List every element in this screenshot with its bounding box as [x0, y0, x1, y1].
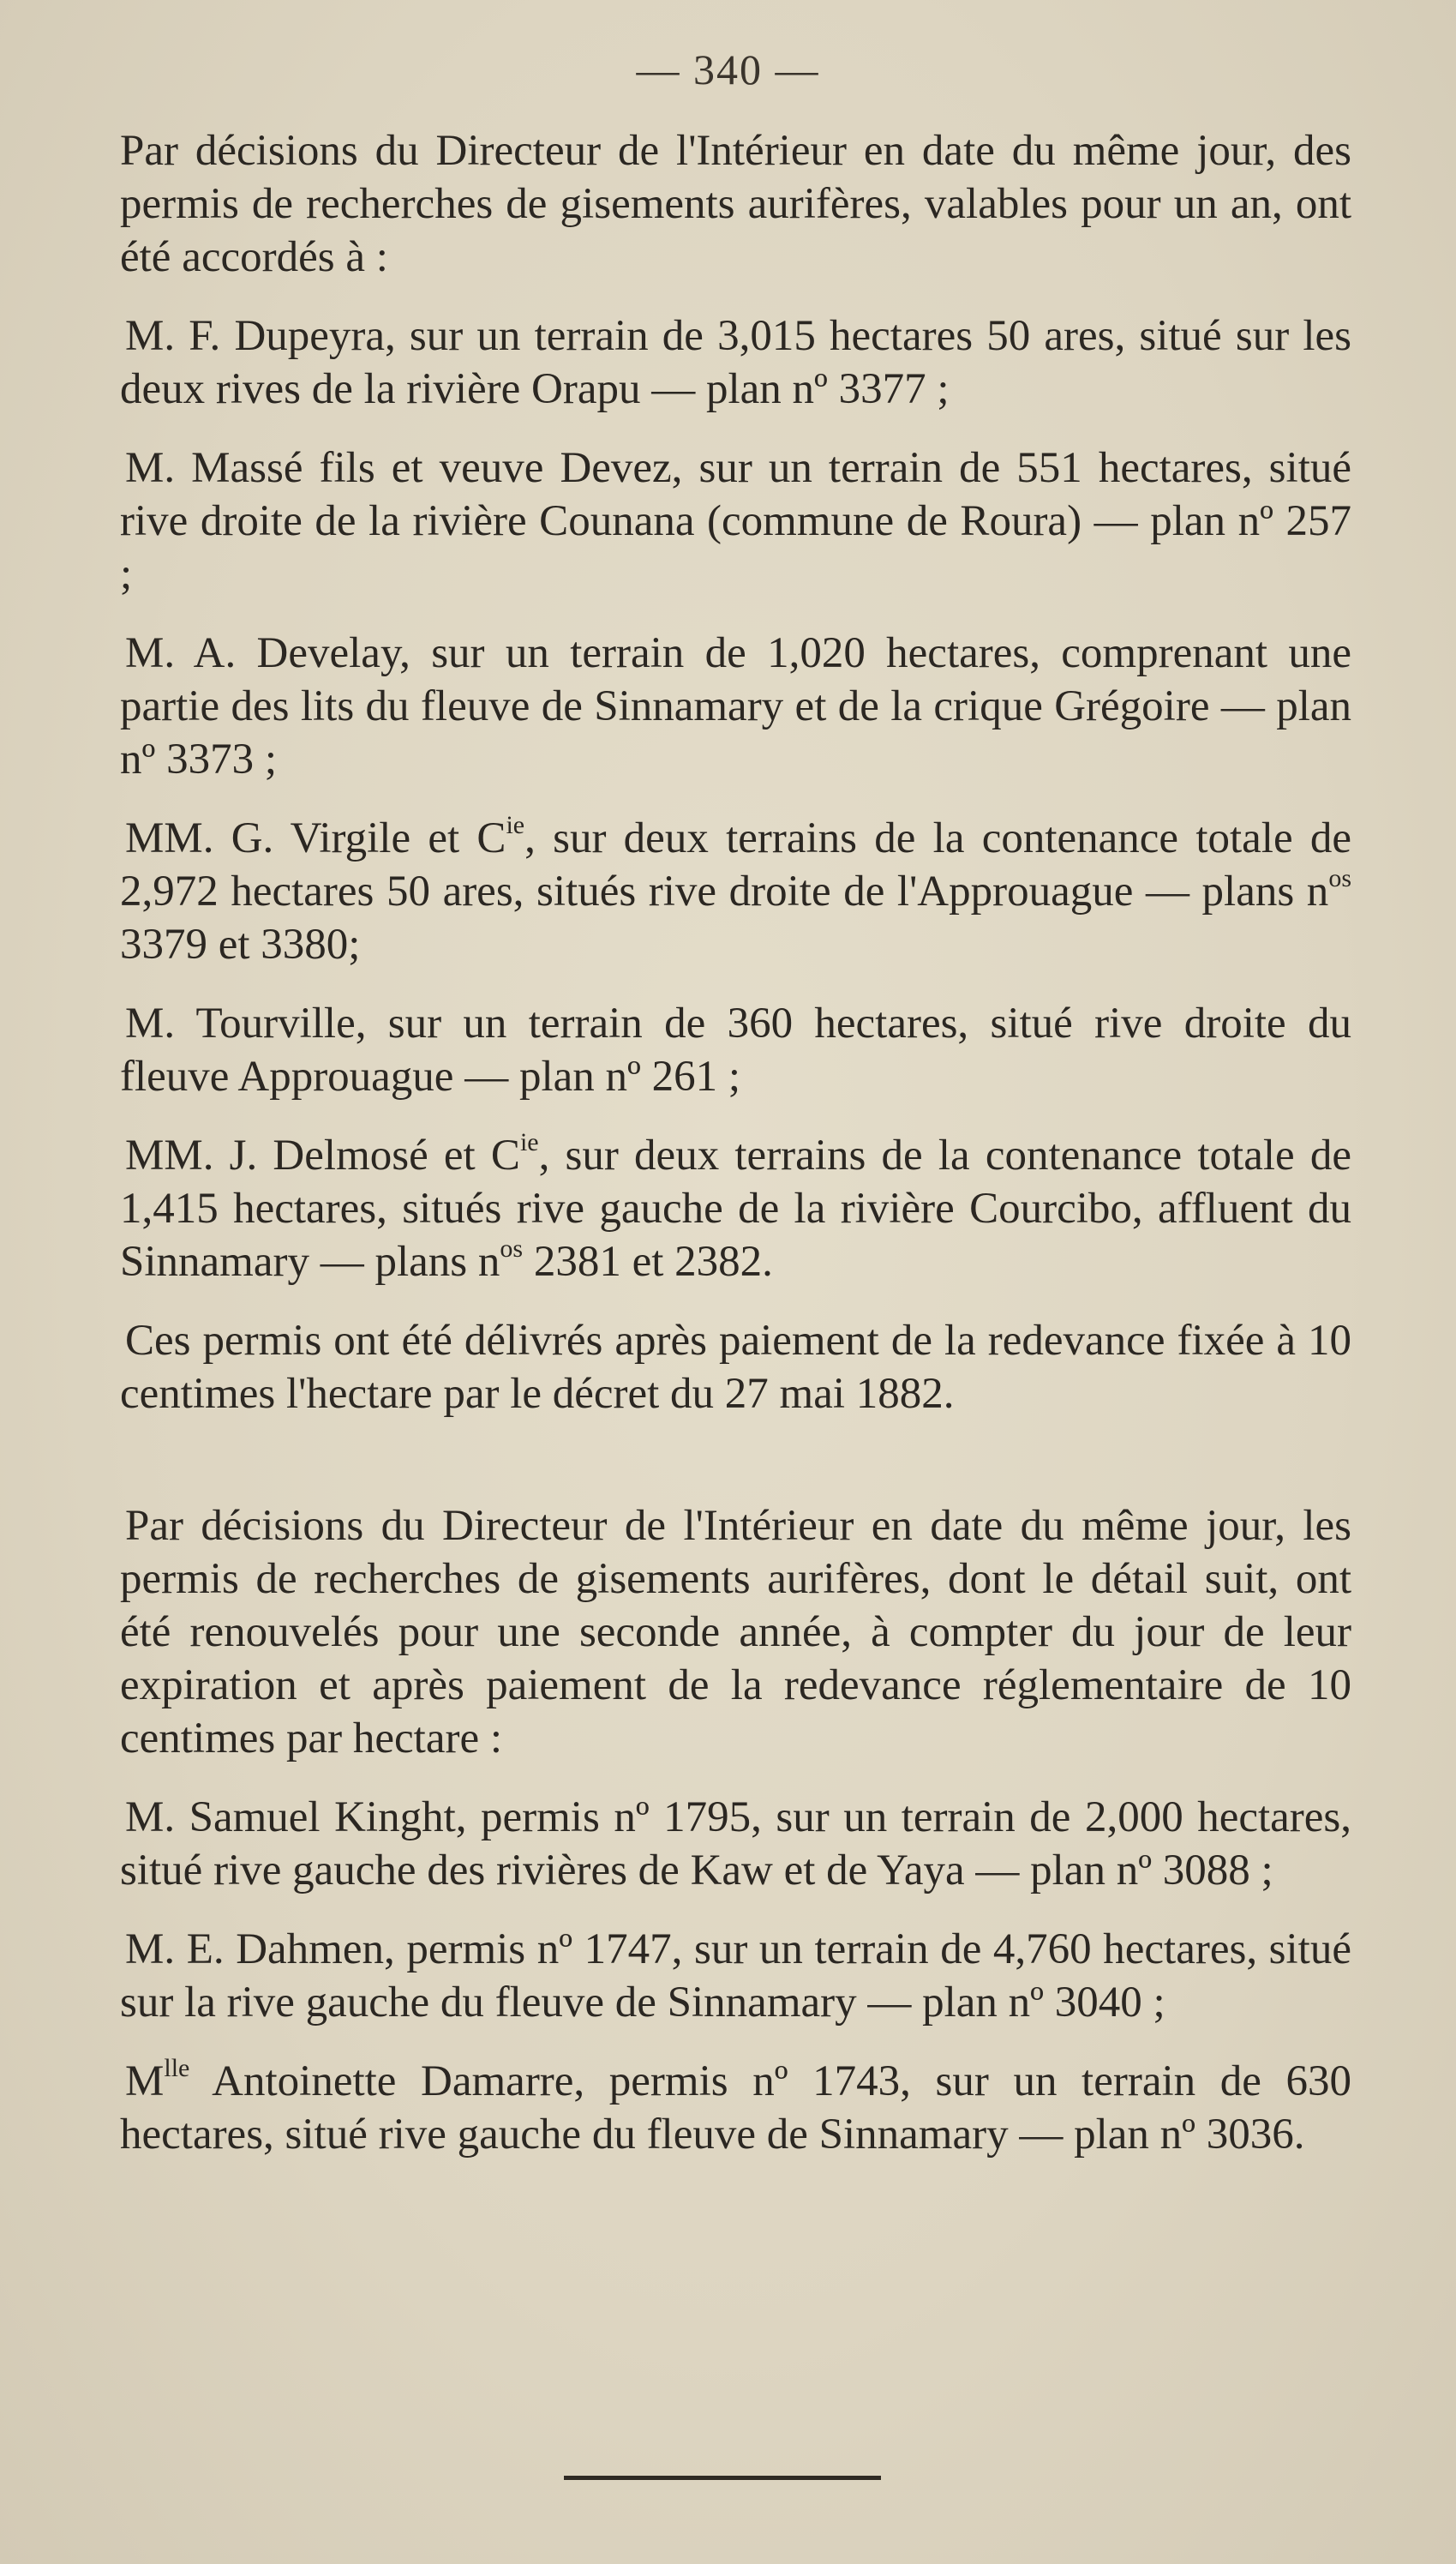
paragraph-kinght: M. Samuel Kinght, permis nº 1795, sur un terrain de 2,000 hectares, situé rive gauche des rivières de Kaw et de Yaya — plan nº 3088 ; — [120, 1793, 1351, 1894]
closing-rule — [564, 2476, 881, 2480]
paragraph-dupeyra: M. F. Dupeyra, sur un terrain de 3,015 hectares 50 ares, situé sur les deux rives de la rivière Orapu — plan nº 3377 ; — [120, 312, 1351, 413]
paragraph-dahmen: M. E. Dahmen, permis nº 1747, sur un terrain de 4,760 hectares, situé sur la rive gauche du fleuve de Sinnamary — plan nº 3040 ; — [120, 1925, 1351, 2027]
paragraph-fee-note: Ces permis ont été délivrés après paiement de la redevance fixée à 10 centimes l'hectare par le décret du 27 mai 1882. — [120, 1317, 1351, 1418]
paragraph-intro-renewals: Par décisions du Directeur de l'Intérieur en date du même jour, les permis de recherches de gisements aurifères, dont le détail suit, ont été renouvelés pour une seconde année, à compter du jour de leur expiration et après paiement de la redevance réglementaire de 10 centimes par hectare : — [120, 1502, 1351, 1762]
paragraph-tourville: M. Tourville, sur un terrain de 360 hectares, situé rive droite du fleuve Approuague — plan nº 261 ; — [120, 1000, 1351, 1101]
paragraph-virgile: MM. G. Virgile et $C^{ie}$, sur deux terrains de la contenance totale de 2,972 hectares 50 ares, situés rive droite de l'Approuague — plans $n^{os}$ 3379 et 3380; — [120, 811, 1351, 969]
paragraph-damarre: $M^{lle}$ Antoinette Damarre, permis nº 1743, sur un terrain de 630 hectares, situé rive gauche du fleuve de Sinnamary — plan nº 3036. — [120, 2054, 1351, 2159]
document-body — [120, 124, 1351, 2187]
section-gap — [120, 1446, 1351, 1499]
paragraph-masse: M. Massé fils et veuve Devez, sur un terrain de 551 hectares, situé rive droite de la rivière Counana (commune de Roura) — plan nº 257 ; — [120, 444, 1351, 598]
page-number: — 340 — — [636, 45, 820, 93]
paragraph-develay: M. A. Develay, sur un terrain de 1,020 hectares, comprenant une partie des lits du fleuve de Sinnamary et de la crique Grégoire — plan nº 3373 ; — [120, 629, 1351, 784]
paragraph-intro-grants: Par décisions du Directeur de l'Intérieur en date du même jour, des permis de recherches de gisements aurifères, valables pour un an, ont été accordés à : — [120, 127, 1351, 281]
paragraph-delmose: MM. J. Delmosé et $C^{ie}$, sur deux terrains de la contenance totale de 1,415 hectares, situés rive gauche de la rivière Courcibo, affluent du Sinnamary — plans $n^{os}$ 2381 et 2382. — [120, 1128, 1351, 1286]
